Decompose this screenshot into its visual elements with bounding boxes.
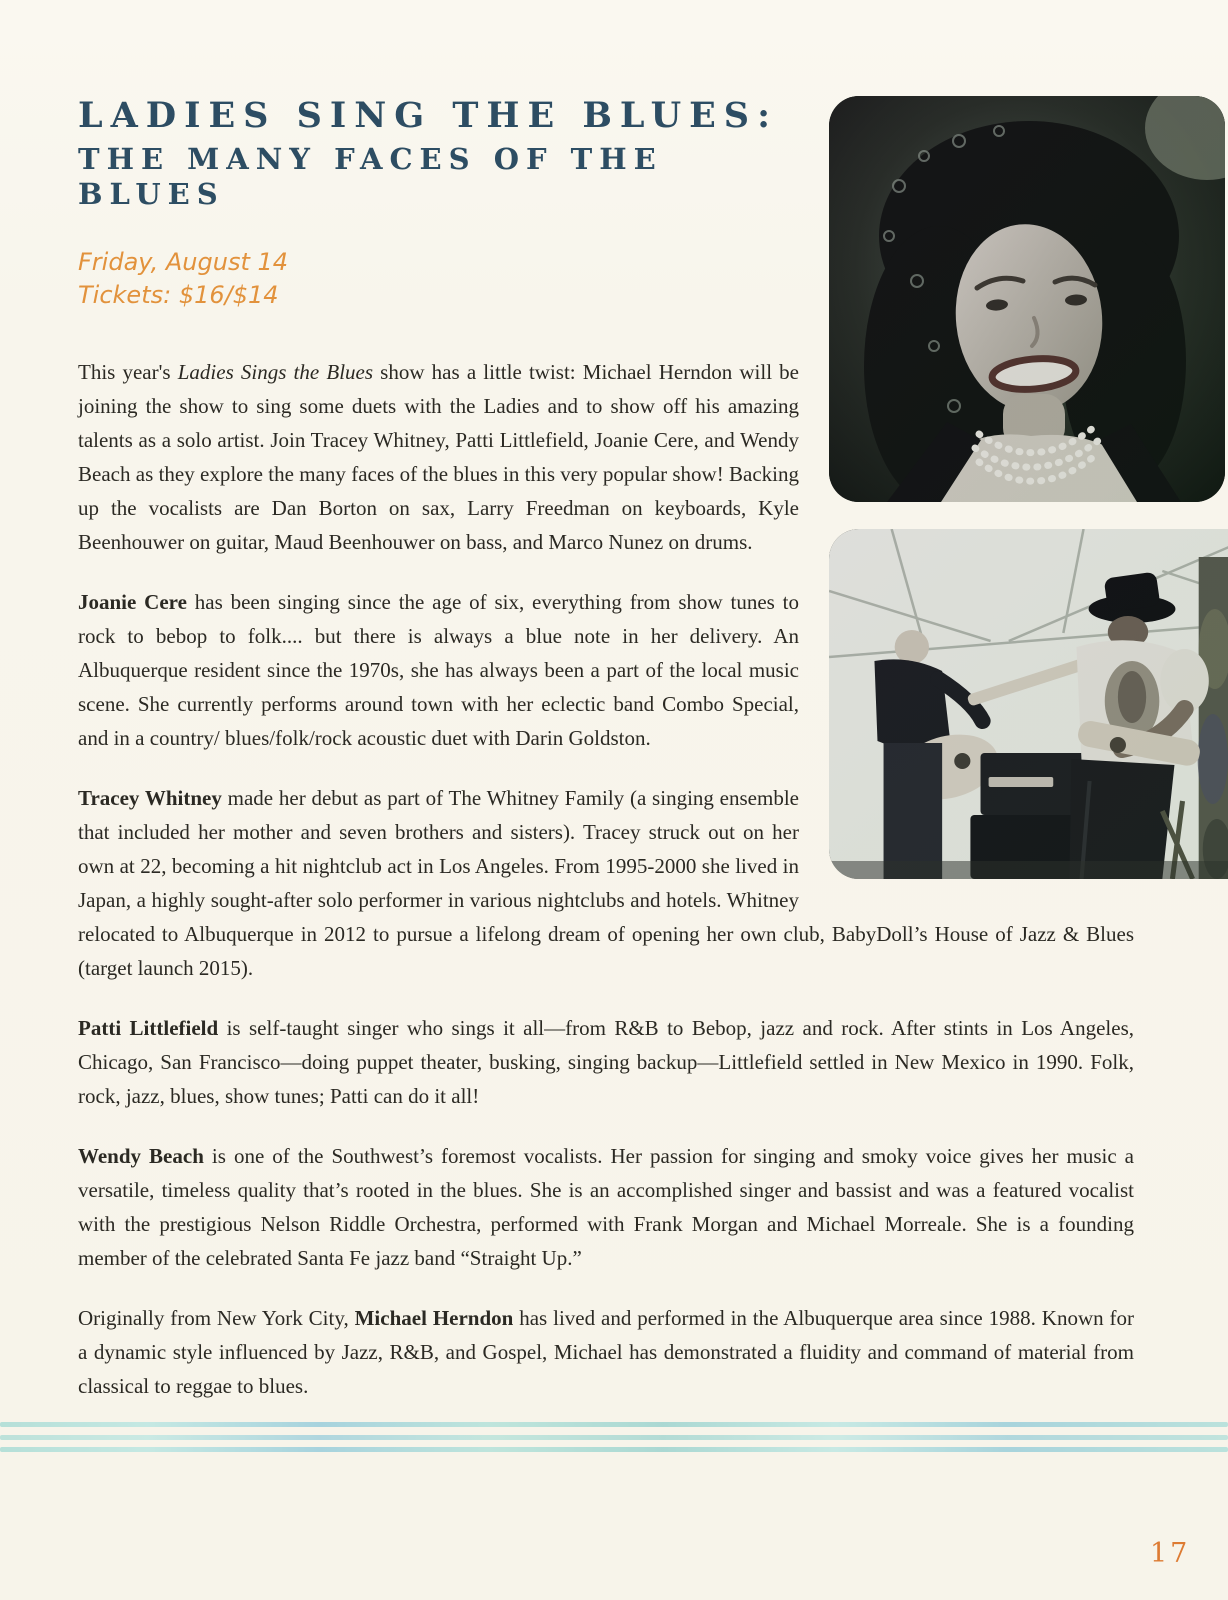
- text-run: This year's: [78, 360, 178, 385]
- text-run: is one of the Southwest’s foremost vocalists. Her passion for singing and smoky voice gives her music a versatile, timeless quality that’s rooted in the blues. She is an accomplished singer and bassist and was a featured vocalist with the prestigious Nelson Riddle Orchestra, performed with Frank Morgan and Michael Morreale. She is a founding member of the celebrated Santa Fe jazz band “Straight Up.”: [78, 1144, 1134, 1271]
- text-run: is self-taught singer who sings it all—from R&B to Bebop, jazz and rock. After stints in Los Angeles, Chicago, San Francisco—doing puppet theater, busking, singing backup—Littlefield settled in New Mexico in 1990. Folk, rock, jazz, blues, show tunes; Patti can do it all!: [78, 1016, 1135, 1109]
- performer-name: Michael Herndon: [354, 1306, 514, 1331]
- singer-portrait-illustration: [829, 96, 1225, 502]
- page-content: [78, 96, 1134, 1403]
- band-performance-illustration: [829, 529, 1228, 879]
- singer-portrait-photo: [829, 96, 1225, 502]
- performer-name: Patti Littlefield: [78, 1016, 219, 1041]
- bottom-rule: [0, 1422, 1228, 1454]
- paragraph-michael-herndon: [78, 1301, 1134, 1403]
- text-run-italic: Ladies Sings the Blues: [177, 360, 374, 385]
- text-run: has been singing since the age of six, everything from show tunes to rock to bebop to folk.... but there is always a blue note in her delivery. An Albuquerque resident since the 1970s, she has always been a part of the local music scene. She currently performs around town with her eclectic band Combo Special, and in a country/ blues/folk/rock acoustic duet with Darin Goldston.: [78, 590, 799, 751]
- paragraph-patti-littlefield: [78, 1011, 1134, 1113]
- decorative-stripe: [0, 1422, 1228, 1427]
- performer-name: Wendy Beach: [78, 1144, 204, 1169]
- decorative-stripe: [0, 1447, 1228, 1452]
- page-number: 17: [1150, 1538, 1191, 1569]
- page-subtitle: THE MANY FACES OF THE BLUES: [78, 142, 663, 212]
- band-performance-photo: [829, 529, 1228, 879]
- page-title: LADIES SING THE BLUES:: [78, 95, 778, 136]
- text-run: made her debut as part of The Whitney Family (a singing ensemble that included her mother and seven brothers and sisters). Tracey struck out on her own at 22, becoming a hit nightclub act in Los Angeles. From 1995-2000 she lived in Japan, a highly sought-after solo performer in various nightclubs and hotels. Whitney relocated to Albuquerque in 2012 to pursue a lifelong dream of opening her own club, BabyDoll’s House of Jazz & Blues (target launch 2015).: [78, 786, 1134, 981]
- photo-column: [829, 96, 1228, 879]
- text-run: show has a little twist: Michael Herndon will be joining the show to sing some duets with the Ladies and to show off his amazing talents as a solo artist. Join Tracey Whitney, Patti Littlefield, Joanie Cere, and Wendy Beach as they explore the many faces of the blues in this very popular show! Backing up the vocalists are Dan Borton on sax, Larry Freedman on keyboards, Kyle Beenhouwer on guitar, Maud Beenhouwer on bass, and Marco Nunez on drums.: [78, 360, 800, 555]
- text-run: Originally from New York City,: [78, 1306, 355, 1331]
- paragraph-wendy-beach: [78, 1139, 1134, 1275]
- performer-name: Joanie Cere: [78, 590, 187, 615]
- event-date: Friday, August 14: [78, 247, 289, 276]
- performer-name: Tracey Whitney: [78, 786, 222, 811]
- decorative-stripe: [0, 1435, 1228, 1440]
- event-tickets: Tickets: $16/$14: [78, 280, 279, 309]
- text-run: has lived and performed in the Albuquerque area since 1988. Known for a dynamic style influenced by Jazz, R&B, and Gospel, Michael has demonstrated a fluidity and command of material from classical to reggae to blues.: [78, 1306, 1134, 1399]
